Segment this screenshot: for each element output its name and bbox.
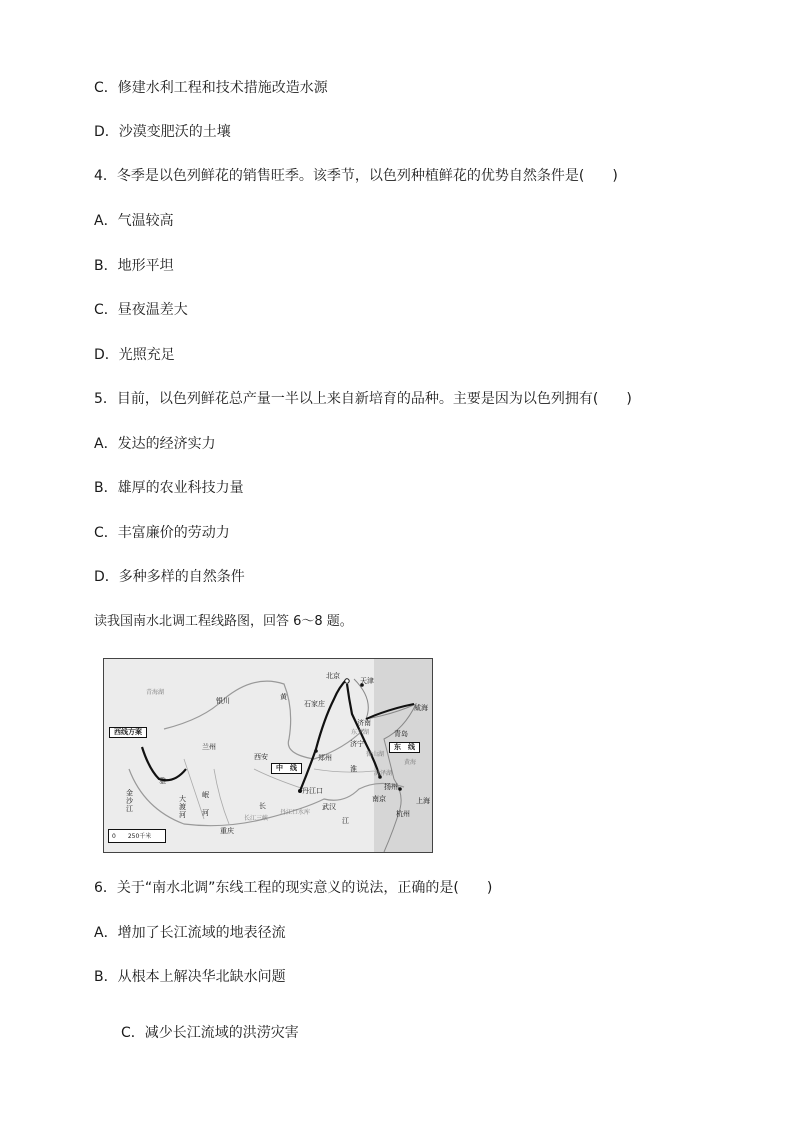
city-yangzhou: 扬州 xyxy=(384,783,398,791)
city-jining: 济宁 xyxy=(350,740,364,748)
label-yangtze: 长 xyxy=(259,802,266,810)
q5-stem: 5．目前，以色列鲜花总产量一半以上来自新培育的品种。主要是因为以色列拥有( ) xyxy=(94,391,632,407)
q6-stem: 6．关于“南水北调”东线工程的现实意义的说法，正确的是( ) xyxy=(94,880,493,896)
q6-option-a: A．增加了长江流域的地表径流 xyxy=(94,925,286,941)
city-tianjin: 天津 xyxy=(360,677,374,685)
label-sea: 黄海 xyxy=(404,759,417,766)
city-yinchuan: 银川 xyxy=(216,697,230,705)
city-jinan: 济南 xyxy=(357,719,371,727)
q5-option-d: D．多种多样的自然条件 xyxy=(94,569,245,585)
q4-option-b: B．地形平坦 xyxy=(94,258,174,274)
middle-route-line xyxy=(300,679,347,791)
west-route-box: 西线方案 xyxy=(109,727,147,738)
q5-option-a: A．发达的经济实力 xyxy=(94,436,216,452)
label-dadu: 大渡河 xyxy=(179,795,186,819)
city-qingdao: 青岛 xyxy=(394,730,408,738)
city-shanghai: 上海 xyxy=(416,797,430,805)
city-dot xyxy=(314,749,318,753)
city-weihai: 威海 xyxy=(414,704,428,712)
label-hongze-lake: 洪泽湖 xyxy=(374,770,393,777)
q6-option-b: B．从根本上解决华北缺水问题 xyxy=(94,969,286,985)
tributary-1 xyxy=(184,759,204,819)
city-shijiazhuang: 石家庄 xyxy=(304,700,325,708)
label-yalong: 雅 xyxy=(159,777,166,785)
map-caption: 读我国南水北调工程线路图，回答 6～8 题。 xyxy=(94,614,353,629)
city-wuhan: 武汉 xyxy=(322,803,336,811)
q5-option-c: C．丰富廉价的劳动力 xyxy=(94,525,230,541)
city-nanjing: 南京 xyxy=(372,795,386,803)
label-three-gorges: 长江三峡 xyxy=(244,815,269,822)
south-north-water-map xyxy=(103,658,433,853)
east-route-box: 东 线 xyxy=(389,742,420,753)
label-qinghai-lake: 青海湖 xyxy=(146,689,165,696)
city-lanzhou: 兰州 xyxy=(202,743,216,751)
q4-stem: 4．冬季是以色列鲜花的销售旺季。该季节，以色列种植鲜花的优势自然条件是( ) xyxy=(94,168,618,184)
q4-option-a: A．气温较高 xyxy=(94,213,174,229)
label-min: 岷 xyxy=(202,791,209,799)
q4-option-d: D．光照充足 xyxy=(94,347,175,363)
label-he: 河 xyxy=(202,809,209,817)
city-dot xyxy=(398,787,402,791)
q6-option-c: C．减少长江流域的洪涝灾害 xyxy=(121,1025,299,1041)
city-xian: 西安 xyxy=(254,753,268,761)
city-beijing: 北京 xyxy=(326,672,340,680)
label-jinsha: 金沙江 xyxy=(126,789,133,813)
city-dot xyxy=(345,679,349,683)
label-yellow-river: 黄 xyxy=(280,693,287,701)
q3-option-c: C．修建水利工程和技术措施改造水源 xyxy=(94,80,328,96)
label-jiang: 江 xyxy=(342,817,349,825)
city-chongqing: 重庆 xyxy=(220,827,234,835)
q3-option-d: D．沙漠变肥沃的土壤 xyxy=(94,124,231,140)
city-zhengzhou: 郑州 xyxy=(318,754,332,762)
yellow-river xyxy=(164,681,364,759)
label-huai: 淮 xyxy=(350,765,357,773)
q5-option-b: B．雄厚的农业科技力量 xyxy=(94,480,244,496)
city-hangzhou: 杭州 xyxy=(396,810,410,818)
city-danjiangkou: 丹江口 xyxy=(302,787,323,795)
label-danjiangkou-reservoir: 丹江口水库 xyxy=(280,809,311,816)
middle-route-box: 中 线 xyxy=(271,763,302,774)
map-scale: 0 250千米 xyxy=(108,829,166,843)
q4-option-c: C．昼夜温差大 xyxy=(94,302,188,318)
western-route-line xyxy=(142,747,186,780)
label-weishan-lake: 微山湖 xyxy=(366,751,385,758)
huai-river xyxy=(314,769,374,772)
tributary-2 xyxy=(214,769,229,824)
label-dongping-lake: 东平湖 xyxy=(351,729,370,736)
